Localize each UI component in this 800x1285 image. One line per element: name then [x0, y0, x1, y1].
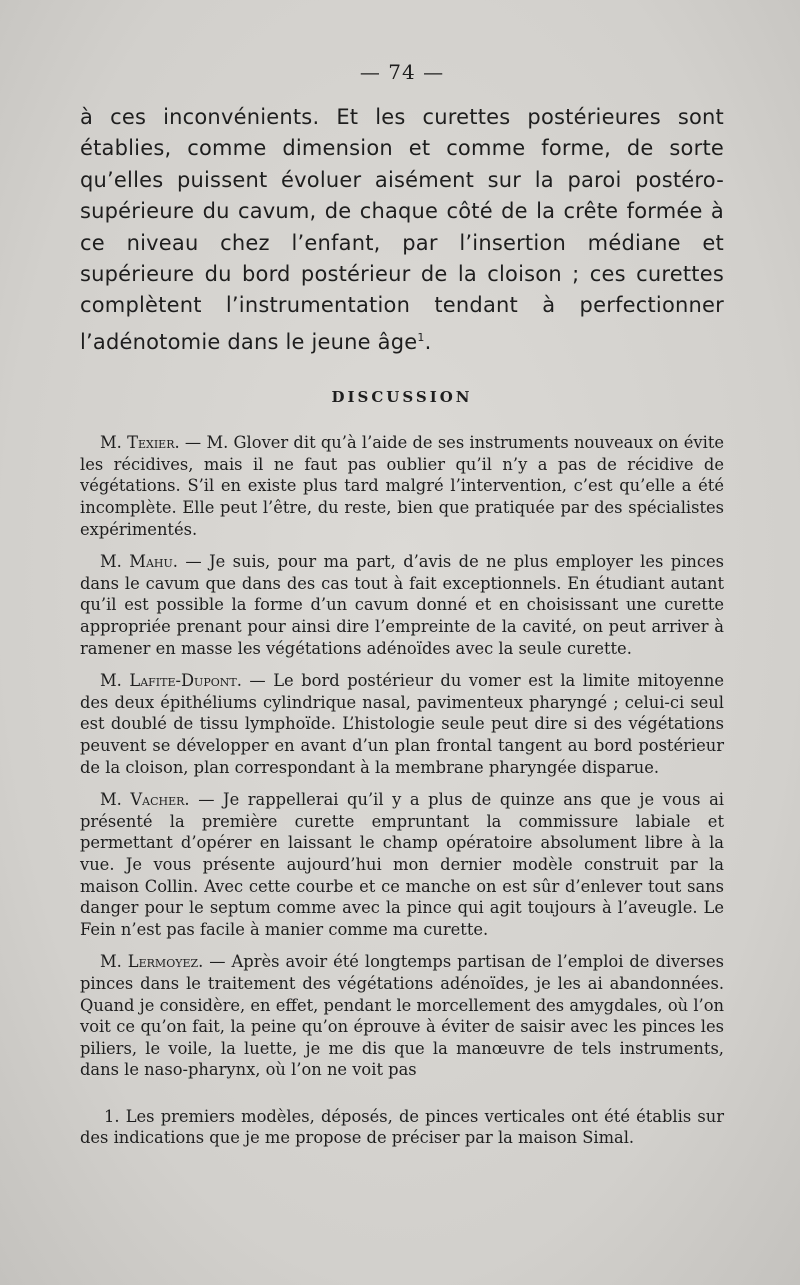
speaker-name: M. Texier.: [100, 433, 180, 453]
footnote-text: Les premiers modèles, déposés, de pinces verticales ont été établis sur des indications que je me propose de préciser par la maison Simal.: [80, 1106, 724, 1147]
speaker-name: M. Lafite-Dupont.: [100, 671, 242, 691]
discussion-paragraph-lermoyez: [80, 951, 724, 1081]
speaker-name: M. Mahu.: [100, 552, 178, 572]
paragraph-text: — Après avoir été longtemps partisan de l’emploi de diverses pinces dans le traitement des végétations adénoïdes, je les ai abandonnées. Quand je considère, en effet, pendant le morcellement des amygdales, où l’on voit ce qu’on fait, la peine qu’on éprouve à éviter de saisir avec les pinces les piliers, le voile, la luette, je me dis que la manœuvre de tels instruments, dans le naso-pharynx, où l’on ne voit pas: [80, 952, 724, 1080]
intro-text: à ces inconvénients. Et les curettes postérieures sont établies, comme dimension et comme forme, de sorte qu’elles puissent évoluer aisément sur la paroi postéro-supérieure du cavum, de chaque côté de la crête formée à ce niveau chez l’enfant, par l’insertion médiane et supérieure du bord postérieur de la cloison ; ces curettes complètent l’instrumentation tendant à perfectionner l’adénotomie dans le jeune âge: [80, 105, 724, 354]
footnote: [80, 1106, 724, 1148]
speaker-name: M. Vacher.: [100, 790, 190, 810]
discussion-paragraph-texier: [80, 432, 724, 540]
page-number: — 74 —: [359, 60, 445, 84]
speaker-name: M. Lermoyez.: [100, 952, 204, 972]
paragraph-text: — Je rappellerai qu’il y a plus de quinze ans que je vous ai présenté la première curette empruntant la commissure labiale et permettant d’opérer en laissant le champ opératoire absolument libre à la vue. Je vous présente aujourd’hui mon dernier modèle construit par la maison Collin. Avec cette courbe et ce manche on est sûr d’enlever tout sans danger pour le septum comme avec la pince qui agit toujours à l’aveugle. Le Fein n’est pas facile à manier comme ma curette.: [80, 790, 724, 939]
footnote-reference: 1: [417, 330, 425, 344]
discussion-paragraph-lafite-dupont: [80, 670, 724, 778]
discussion-paragraph-vacher: [80, 789, 724, 940]
section-heading: DISCUSSION: [331, 388, 473, 407]
paragraph-text: — Je suis, pour ma part, d’avis de ne plus employer les pinces dans le cavum que dans des cas tout à fait exceptionnels. En étudiant autant qu’il est possible la forme d’un cavum donné et en choisissant une curette appropriée prenant pour ainsi dire l’empreinte de la cavité, on peut arriver à ramener en masse les végétations adénoïdes avec la seule curette.: [80, 552, 724, 658]
paragraph-text: — Le bord postérieur du vomer est la limite mitoyenne des deux épithéliums cylindrique nasal, pavimenteux pharyngé ; celui-ci seul est doublé de tissu lymphoïde. L’histologie seule peut dire si des végétations peuvent se développer en avant d’un plan frontal tangent au bord postérieur de la cloison, plan correspondant à la membrane pharyngée disparue.: [80, 671, 724, 777]
paragraph-text: — M. Glover dit qu’à l’aide de ses instruments nouveaux on évite les récidives, mais il ne faut pas oublier qu’il n’y a pas de récidive de végétations. S’il en existe plus tard malgré l’intervention, c’est qu’elle a été incomplète. Elle peut l’être, du reste, bien que pratiquée par des spécialistes expérimentés.: [80, 433, 724, 539]
intro-paragraph: à ces inconvénients. Et les curettes postérieures sont établies, comme dimension et comme forme, de sorte qu’elles puissent évoluer aisément sur la paroi postéro-supérieure du cavum, de chaque côté de la crête formée à ce niveau chez l’enfant, par l’insertion médiane et supérieure du bord postérieur de la cloison ; ces curettes complètent l’instrumentation tendant à perfectionner l’adénotomie dans le jeune âge$^1$.: [80, 105, 724, 354]
discussion-paragraph-mahu: [80, 551, 724, 659]
footnote-marker: 1.: [104, 1106, 120, 1126]
